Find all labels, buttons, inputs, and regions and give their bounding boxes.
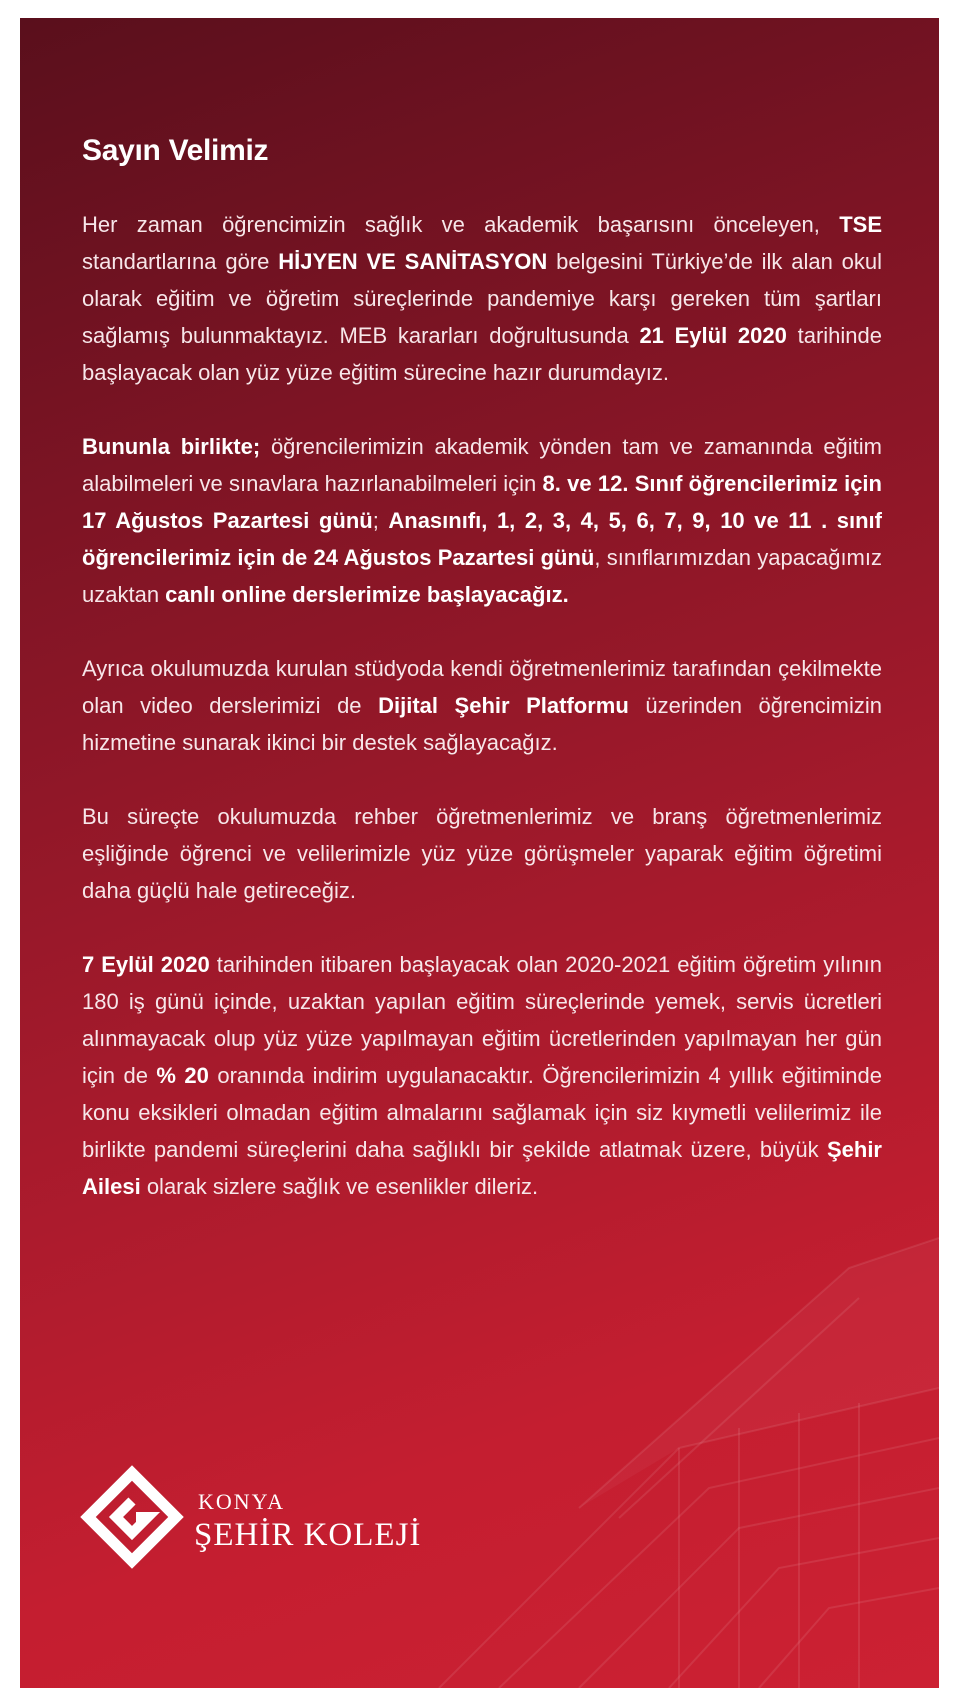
bold-text: 8. ve 12. Sınıf öğrencilerimiz için 17 Ağustos Pazartesi günü — [82, 471, 882, 533]
letter-body — [82, 206, 882, 1205]
text-run: Ayrıca okulumuzda kurulan stüdyoda kendi öğretmenlerimiz tarafından çekilmekte olan video derslerimizi de — [82, 656, 882, 718]
bold-text: 7 Eylül 2020 — [82, 952, 210, 977]
paragraph-5 — [82, 946, 882, 1205]
bold-text: canlı online derslerimize başlayacağız. — [165, 582, 569, 607]
logo-mark-icon — [80, 1465, 184, 1569]
text-run: standartlarına göre — [82, 249, 279, 274]
bold-text: HİJYEN VE SANİTASYON — [278, 249, 548, 274]
letter-content — [82, 134, 882, 1242]
text-run: öğrencilerimizin akademik yönden tam ve zamanında eğitim alabilmeleri ve sınavlara hazırlanabilmeleri için — [82, 434, 882, 496]
text-run: olarak sizlere sağlık ve esenlikler dileriz. — [140, 1174, 539, 1199]
bold-text: Şehir Ailesi — [82, 1137, 882, 1199]
paragraph-4 — [82, 798, 882, 909]
bold-text: Dijital Şehir Platformu — [378, 693, 629, 718]
text-run: Bu süreçte okulumuzda rehber öğretmenlerimiz ve branş öğretmenlerimiz eşliğinde öğrenci ve velilerimizle yüz yüze görüşmeler yaparak eğitim öğretimi daha güçlü hale getireceğiz. — [82, 804, 882, 903]
paragraph-2 — [82, 428, 882, 613]
bold-text: 21 Eylül 2020 — [639, 323, 787, 348]
text-run: Her zaman öğrencimizin sağlık ve akademik başarısını önceleyen, — [82, 212, 840, 237]
logo-text-konya: KONYA — [198, 1489, 285, 1514]
paragraph-1 — [82, 206, 882, 391]
bold-text: Bununla birlikte; — [82, 434, 261, 459]
text-run: ; — [372, 508, 389, 533]
school-logo — [80, 1465, 480, 1565]
text-run: , sınıflarımızdan yapacağımız uzaktan — [82, 545, 882, 607]
greeting-heading: Sayın Velimiz — [82, 134, 269, 167]
text-run: tarihinden itibaren başlayacak olan 2020-2021 eğitim öğretim yılının 180 iş günü içinde, uzaktan yapılan eğitim süreçlerinde yemek, servis ücretleri alınmayacak olup yüz yüze yapılmayan eğitim ücretlerinden yapılmayan her gün için de — [82, 952, 882, 1088]
text-run: üzerinden öğrencimizin hizmetine sunarak ikinci bir destek sağlayacağız. — [82, 693, 883, 755]
bold-text: Anasınıfı, 1, 2, 3, 4, 5, 6, 7, 9, 10 ve 11 . sınıf öğrencilerimiz için de 24 Ağustos Pazartesi günü — [82, 508, 882, 570]
text-run: oranında indirim uygulanacaktır. Öğrencilerimizin 4 yıllık eğitiminde konu eksikleri olmadan eğitim almalarını sağlamak için siz kıymetli velilerimiz ile birlikte pandemi süreçlerini daha sağlıklı bir şekilde atlatmak üzere, büyük — [82, 1063, 882, 1162]
announcement-card — [20, 18, 939, 1688]
logo-text-sehir-koleji: ŞEHİR KOLEJİ — [194, 1517, 422, 1553]
bold-text: TSE — [839, 212, 882, 237]
bold-text: % 20 — [156, 1063, 209, 1088]
text-run: tarihinde başlayacak olan yüz yüze eğitim sürecine hazır durumdayız. — [82, 323, 882, 385]
paragraph-3 — [82, 650, 882, 761]
text-run: belgesini Türkiye’de ilk alan okul olarak eğitim ve öğretim süreçlerinde pandemiye karşı gereken tüm şartları sağlamış bulunmaktayız. MEB kararları doğrultusunda — [82, 249, 883, 348]
